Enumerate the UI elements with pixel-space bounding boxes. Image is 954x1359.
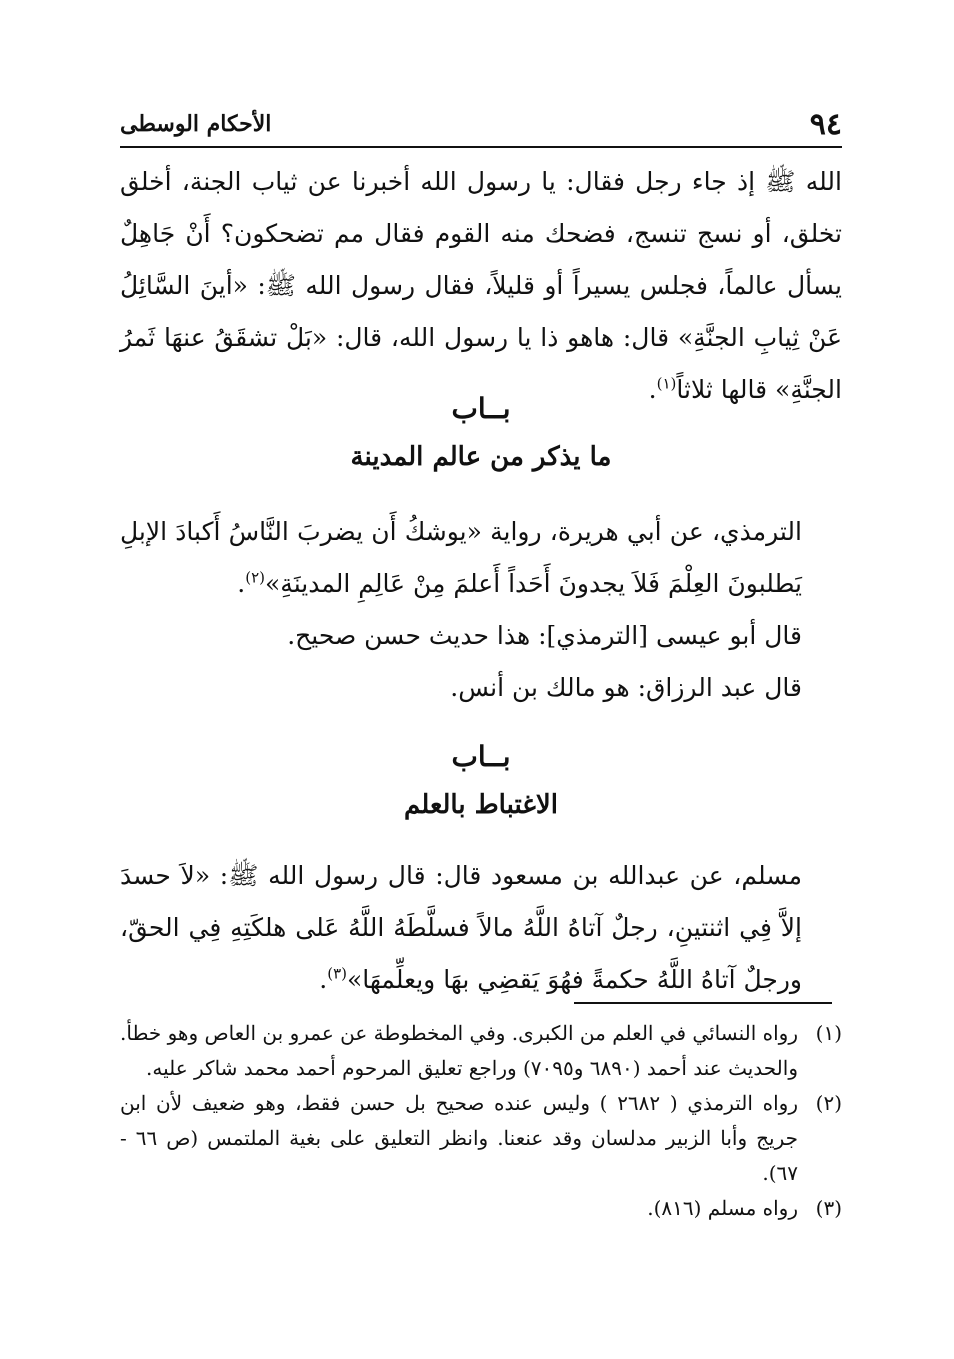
section-1-paragraph [120,506,842,610]
section-1-line-2: قال أبو عيسى [الترمذي]: هذا حديث حسن صحيح. [287,621,802,650]
section-1-bab: بــاب [451,392,511,425]
footnote-2 [120,1086,842,1191]
page-number: ٩٤ [809,106,842,142]
section-2-body [120,850,842,1006]
footnote-number: (٢) [815,1091,842,1115]
footnote-3 [120,1191,842,1226]
footnote-1 [120,1016,842,1086]
page-header [120,104,842,144]
section-2-end: . [319,965,328,994]
footnote-text: رواه مسلم (٨١٦). [647,1196,798,1220]
intro-paragraph [120,156,842,416]
section-2-title: الاغتباط بالعلم [404,790,558,820]
header-rule [120,146,842,148]
running-title: الأحكام الوسطى [120,111,272,137]
footnotes [120,1016,842,1226]
intro-end: . [648,375,657,404]
footnote-ref-3: (٣) [327,964,347,983]
intro-text: الله ﷺ إذ جاء رجل فقال: يا رسول الله أخبرنا عن ثياب الجنة، أخلق تخلق، أو نسج تنسج، فضحك منه القوم فقال مم تضحكون؟ أَنْ جَاهِلٌ يسأل عالماً، فجلس يسيراً أو قليلاً، فقال رسول الله ﷺ: «أينَ السَّائِلُ عَنْ ثِيابِ الجنَّةِ» قال: هاهو ذا يا رسول الله، قال: «بَلْ تشقَقُ عنهَا ثَمرُ الجنَّةِ» قالها ثلاثاً [120,167,843,404]
footnote-text: رواه النسائي في العلم من الكبرى. وفي المخطوطة عن عمرو بن العاص وهو خطأ. والحديث عند أحمد (٦٨٩٠ و٧٠٩٥) وراجع تعليق المرحوم أحمد محمد شاكر عليه. [120,1021,799,1080]
footnote-text: رواه الترمذي ( ٢٦٨٢ ) وليس عنده صحيح بل حسن فقط، وهو ضعيف لأن ابن جريج وأبا الزبير مدلسان وقد عنعنا. وانظر التعليق على بغية الملتمس (ص ٦٦ - ٦٧). [120,1091,798,1185]
footnote-number: (١) [815,1021,842,1045]
section-1-title: ما يذكر من عالم المدينة [350,442,612,472]
section-1-end: . [237,569,246,598]
section-2-bab: بــاب [451,740,511,773]
section-1-text: الترمذي، عن أبي هريرة، رواية «يوشكُ أَن يضربَ النَّاسُ أَكبادَ الإبلِ يَطلبونَ العِلْمَ فَلاَ يجدونَ أَحَداً أَعلمَ مِنْ عَالِمِ المدينَةِ» [120,517,802,598]
footnote-rule [574,1002,832,1004]
section-2-text: مسلم، عن عبدالله بن مسعود قال: قال رسول الله ﷺ: «لاَ حسدَ إلاَّ فِي اثنتينِ، رجلٌ آتاهُ اللَّهُ مالاً فسلَّطَهُ اللَّهُ عَلى هلكَتِهِ فِي الحقّ، ورجلٌ آتاهُ اللَّهُ حكمةً فهُوَ يَقضِي بهَا ويعلِّمهَا» [120,861,802,994]
section-1-line-3: قال عبد الرزاق: هو مالك بن أنس. [450,673,802,702]
footnote-ref-1: (١) [656,374,677,393]
section-2-paragraph [120,850,842,1006]
footnote-ref-2: (٢) [245,568,265,587]
footnote-number: (٣) [815,1196,842,1220]
section-1-body [120,506,842,714]
